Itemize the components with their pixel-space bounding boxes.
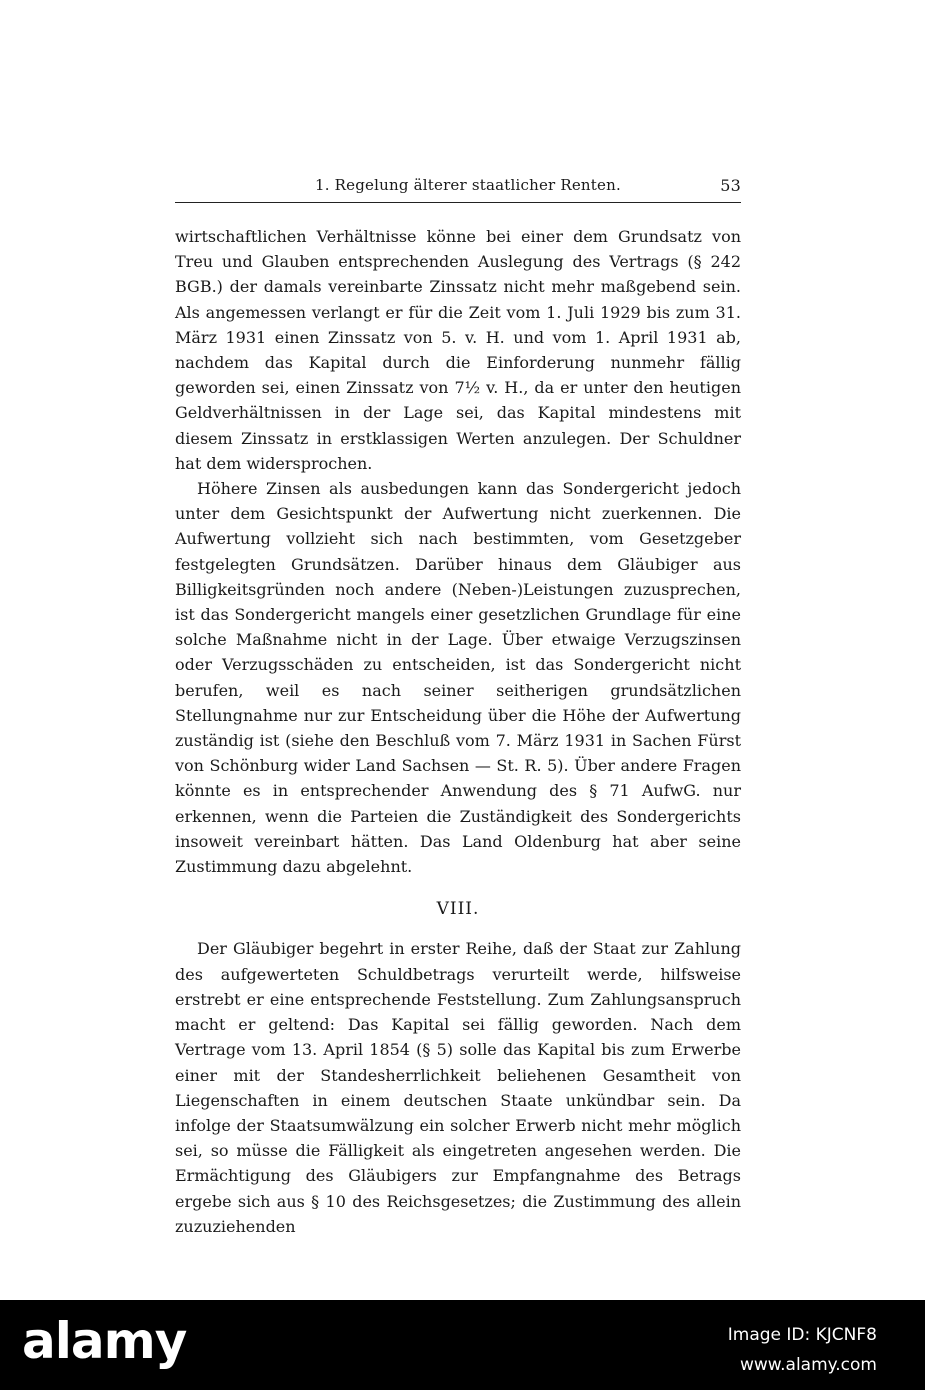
body-text (175, 224, 741, 1239)
section-heading: VIII. (436, 899, 480, 920)
running-title: 1. Regelung älterer staatlicher Renten. (315, 176, 621, 194)
header-rule (175, 202, 741, 203)
alamy-logo: alamy (22, 1312, 187, 1370)
site-url: www.alamy.com (739, 1355, 877, 1375)
paragraph-1: wirtschaftlichen Verhältnisse könne bei einer dem Grundsatz von Treu und Glauben entsprechenden Auslegung des Vertrags (§ 242 BGB.) der damals vereinbarte Zinssatz nicht mehr maßgebend sein. Als angemessen verlangt er für die Zeit vom 1. Juli 1929 bis zum 31. März 1931 einen Zinssatz von 5. v. H. und vom 1. April 1931 ab, nachdem das Kapital durch die Einforderung nunmehr fällig geworden sei, einen Zinssatz von 7½ v. H., da er unter den heutigen Geldverhältnissen in der Lage sei, das Kapital mindestens mit diesem Zinssatz in erstklassigen Werten anzulegen. Der Schuldner hat dem widersprochen. (175, 227, 741, 473)
image-id: Image ID: KJCNF8 (727, 1325, 877, 1345)
paragraph-3: Der Gläubiger begehrt in erster Reihe, daß der Staat zur Zahlung des aufgewerteten Schuldbetrags verurteilt werde, hilfsweise erstrebt er eine entsprechende Feststellung. Zum Zahlungsanspruch macht er geltend: Das Kapital sei fällig geworden. Nach dem Vertrage vom 13. April 1854 (§ 5) solle das Kapital bis zum Erwerbe einer mit der Standesherrlichkeit beliehenen Gesamtheit von Liegenschaften in einem deutschen Staate unkündbar sein. Da infolge der Staatsumwälzung ein solcher Erwerb nicht mehr möglich sei, so müsse die Fälligkeit als eingetreten angesehen werden. Die Ermächtigung des Gläubigers zur Empfangnahme des Betrags ergebe sich aus § 10 des Reichsgesetzes; die Zustimmung des allein zuzuziehenden (175, 939, 741, 1236)
paragraph-2: Höhere Zinsen als ausbedungen kann das Sondergericht jedoch unter dem Gesichtspunkt der Aufwertung nicht zuerkennen. Die Aufwertung vollzieht sich nach bestimmten, vom Gesetzgeber festgelegten Grundsätzen. Darüber hinaus dem Gläubiger aus Billigkeitsgründen noch andere (Neben-)Leistungen zuzusprechen, ist das Sondergericht mangels einer gesetzlichen Grundlage für eine solche Maßnahme nicht in der Lage. Über etwaige Verzugszinsen oder Verzugsschäden zu entscheiden, ist das Sondergericht nicht berufen, weil es nach seiner seitherigen grundsätzlichen Stellungnahme nur zur Entscheidung über die Höhe der Aufwertung zuständig ist (siehe den Beschluß vom 7. März 1931 in Sachen Fürst von Schönburg wider Land Sachsen — St. R. 5). Über andere Fragen könnte es in entsprechender Anwendung des § 71 AufwG. nur erkennen, wenn die Parteien die Zuständigkeit des Sondergerichts insoweit vereinbart hätten. Das Land Oldenburg hat aber seine Zustimmung dazu abgelehnt. (175, 479, 741, 877)
running-header (175, 176, 741, 198)
page-number: 53 (720, 176, 741, 195)
watermark-banner (0, 1300, 925, 1390)
image-id-block (728, 1320, 877, 1380)
